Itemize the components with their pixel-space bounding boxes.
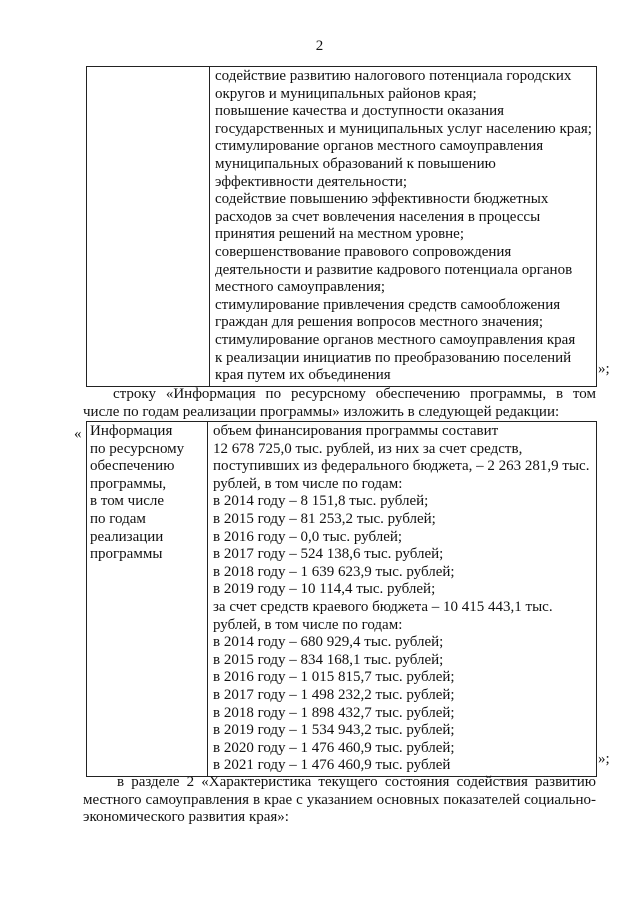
funding-line: в 2016 году – 1 015 815,7 тыс. рублей; (213, 669, 455, 686)
paragraph-line: местного самоуправления в крае с указанием основных показателей социально- (83, 791, 596, 808)
funding-table (86, 421, 597, 777)
funding-line: 12 678 725,0 тыс. рублей, из них за счет средств, (213, 440, 523, 457)
goals-line: стимулирование привлечения средств самообложения (215, 296, 561, 313)
paragraph-1 (83, 386, 596, 421)
goals-line: деятельности и развитие кадрового потенциала органов (215, 261, 573, 278)
funding-label-cell (87, 422, 208, 777)
goals-cell (210, 67, 597, 387)
funding-line: в 2021 году – 1 476 460,9 тыс. рублей (213, 757, 451, 774)
funding-line: в 2019 году – 1 534 943,2 тыс. рублей; (213, 722, 455, 739)
funding-line: в 2018 году – 1 639 623,9 тыс. рублей; (213, 563, 455, 580)
funding-line: в 2019 году – 10 114,4 тыс. рублей; (213, 581, 436, 598)
goals-line: края путем их объединения (215, 367, 391, 384)
funding-cell (208, 422, 597, 777)
label-line: по годам (90, 510, 146, 527)
goals-line: принятия решений на местном уровне; (215, 226, 465, 243)
label-line: обеспечению (90, 458, 175, 475)
funding-line: объем финансирования программы составит (213, 423, 499, 439)
goals-line: стимулирование органов местного самоуправления (215, 138, 544, 155)
goals-line: содействие повышению эффективности бюджетных (215, 191, 549, 208)
paragraph-line: в разделе 2 «Характеристика текущего состояния содействия развитию (117, 774, 596, 790)
goals-table (86, 66, 597, 387)
funding-line: рублей, в том числе по годам: (213, 475, 403, 492)
table-row (87, 422, 597, 777)
goals-line: округов и муниципальных районов края; (215, 85, 477, 102)
label-line: по ресурсному (90, 440, 185, 457)
funding-line: в 2015 году – 81 253,2 тыс. рублей; (213, 510, 436, 527)
funding-line: в 2017 году – 1 498 232,2 тыс. рублей; (213, 686, 455, 703)
table2-close-quote: »; (598, 751, 610, 767)
table1-close-quote: »; (598, 361, 610, 377)
funding-line: поступивших из федерального бюджета, – 2 263 281,9 тыс. (213, 458, 590, 475)
paragraph-line: строку «Информация по ресурсному обеспечению программы, в том (113, 386, 596, 402)
goals-line: эффективности деятельности; (215, 173, 408, 190)
label-line: программы (90, 546, 163, 563)
funding-line: в 2015 году – 834 168,1 тыс. рублей; (213, 651, 444, 668)
page-number: 2 (315, 38, 324, 54)
goals-line: совершенствование правового сопровождения (215, 243, 512, 260)
funding-line: в 2018 году – 1 898 432,7 тыс. рублей; (213, 704, 455, 721)
table-row (87, 67, 597, 387)
paragraph-2 (83, 774, 596, 827)
goals-line: местного самоуправления; (215, 279, 386, 296)
empty-label-cell (87, 67, 210, 387)
funding-line: в 2017 году – 524 138,6 тыс. рублей; (213, 546, 444, 563)
funding-line: за счет средств краевого бюджета – 10 415 443,1 тыс. (213, 598, 553, 615)
goals-line: содействие развитию налогового потенциала городских (215, 68, 572, 84)
goals-line: повышение качества и доступности оказания (215, 103, 505, 120)
goals-line: граждан для решения вопросов местного значения; (215, 314, 544, 331)
goals-line: к реализации инициатив по преобразованию поселений (215, 349, 572, 366)
table2-open-quote: « (74, 426, 82, 442)
paragraph-line: числе по годам реализации программы» изложить в следующей редакции: (83, 403, 560, 420)
funding-line: рублей, в том числе по годам: (213, 616, 403, 633)
funding-line: в 2020 году – 1 476 460,9 тыс. рублей; (213, 739, 455, 756)
funding-line: в 2016 году – 0,0 тыс. рублей; (213, 528, 403, 545)
goals-line: муниципальных образований к повышению (215, 155, 496, 172)
goals-line: расходов за счет вовлечения населения в процессы (215, 208, 541, 225)
label-line: программы, (90, 475, 167, 492)
paragraph-line: экономического развития края»: (83, 809, 289, 826)
funding-line: в 2014 году – 680 929,4 тыс. рублей; (213, 634, 444, 651)
label-line: в том числе (90, 493, 165, 510)
label-line: Информация (90, 423, 173, 439)
goals-line: государственных и муниципальных услуг населению края; (215, 120, 592, 137)
goals-line: стимулирование органов местного самоуправления края (215, 331, 576, 348)
label-line: реализации (90, 528, 164, 545)
funding-line: в 2014 году – 8 151,8 тыс. рублей; (213, 493, 429, 510)
